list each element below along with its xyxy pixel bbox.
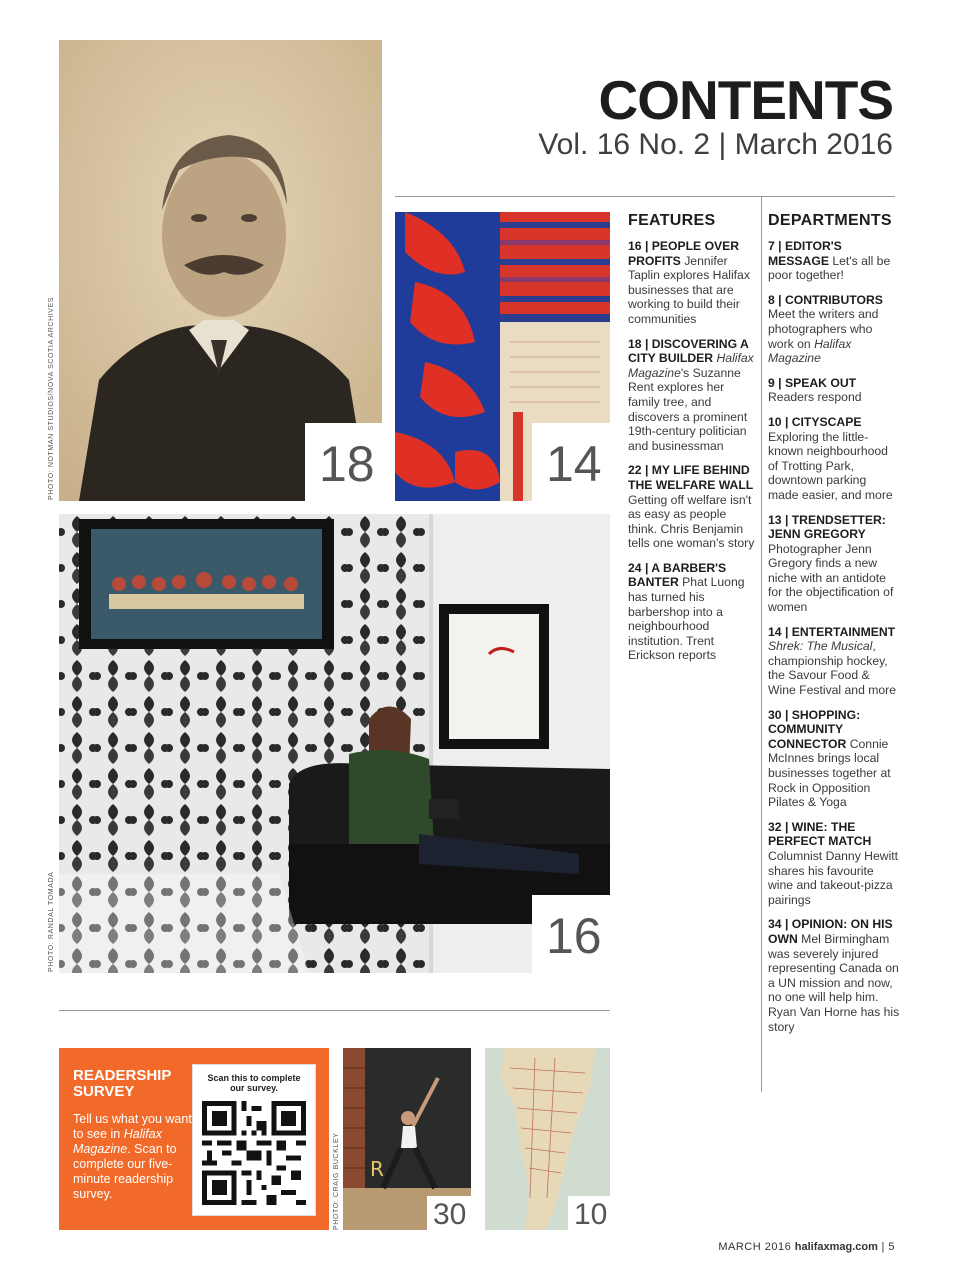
departments-entry[interactable]: 32 | WINE: THE PERFECT MATCH Columnist Danny Hewitt shares his favourite wine and takeout-pizza pairings bbox=[768, 819, 899, 907]
departments-entry-title: 30 | SHOPPING: COMMUNITY CONNECTOR bbox=[768, 707, 861, 751]
survey-title-line1: READERSHIP bbox=[73, 1067, 172, 1084]
features-entry[interactable]: 18 | DISCOVERING A CITY BUILDER Halifax Magazine's Suzanne Rent explores her family tree, and discovers a prominent 19th-century politician and businessman bbox=[628, 336, 754, 453]
survey-body: Tell us what you want to see in Halifax Magazine. Scan to complete our five-minute readership survey. bbox=[73, 1112, 192, 1201]
footer-separator: | bbox=[881, 1241, 885, 1253]
readership-survey-box[interactable] bbox=[59, 1048, 329, 1230]
qr-card[interactable] bbox=[192, 1064, 316, 1216]
departments-entry-title: 10 | CITYSCAPE bbox=[768, 414, 862, 429]
departments-entry[interactable]: 13 | TRENDSETTER: JENN GREGORY Photographer Jenn Gregory finds a new niche with an antidote for the objectification of women bbox=[768, 512, 894, 615]
page-number-10: 10 bbox=[568, 1196, 610, 1230]
page-number-30: 30 bbox=[427, 1196, 471, 1230]
departments-heading: DEPARTMENTS bbox=[768, 212, 892, 229]
photo-credit-yoga: PHOTO: CRAIG BUCKLEY bbox=[333, 1132, 340, 1230]
footer-site[interactable]: halifaxmag.com bbox=[794, 1241, 878, 1253]
departments-entry-title: 9 | SPEAK OUT bbox=[768, 375, 857, 390]
footer-page-number: 5 bbox=[888, 1241, 895, 1253]
features-entry-title: 16 | PEOPLE OVER PROFITS bbox=[628, 239, 740, 268]
departments-entry[interactable]: 34 | OPINION: ON HIS OWN Mel Birmingham was severely injured representing Canada on a UN mission and now, no one will help him. Ryan Van Horne has his story bbox=[768, 917, 900, 1034]
departments-entry-title: 13 | TRENDSETTER: JENN GREGORY bbox=[768, 512, 886, 542]
departments-entry[interactable]: 7 | EDITOR'S MESSAGE Let's all be poor together! bbox=[768, 239, 891, 283]
photo-credit-portrait: PHOTO: NOTMAN STUDIOS/NOVA SCOTIA ARCHIVES bbox=[48, 296, 55, 500]
footer-month: MARCH 2016 bbox=[718, 1241, 792, 1253]
page-number-18: 18 bbox=[305, 423, 382, 501]
departments-entry-title: 34 | OPINION: ON HIS OWN bbox=[768, 917, 893, 946]
features-entry[interactable]: 24 | A BARBER'S BANTER Phat Luong has turned his barbershop into a neighbourhood institution. Trent Erickson reports bbox=[628, 560, 745, 663]
features-column bbox=[628, 212, 758, 673]
column-divider bbox=[761, 196, 762, 1092]
features-entry[interactable]: 22 | MY LIFE BEHIND THE WELFARE WALL Getting off welfare isn't as easy as people think. Chris Benjamin tells one woman's story bbox=[628, 463, 755, 551]
qr-caption: Scan this to complete our survey. bbox=[207, 1073, 301, 1093]
departments-entry[interactable]: 30 | SHOPPING: COMMUNITY CONNECTOR Connie McInnes brings local businesses together at Rock in Opposition Pilates & Yoga bbox=[768, 707, 891, 810]
features-entry-title: 24 | A BARBER'S BANTER bbox=[628, 560, 727, 590]
features-heading: FEATURES bbox=[628, 212, 716, 229]
interior-photo[interactable] bbox=[59, 514, 610, 973]
departments-entry[interactable]: 10 | CITYSCAPE Exploring the little-known neighbourhood of Trotting Park, downtown parking made easier, and more bbox=[768, 414, 893, 502]
features-entry-title: 22 | MY LIFE BEHIND THE WELFARE WALL bbox=[628, 463, 754, 492]
departments-entry-title: 8 | CONTRIBUTORS bbox=[768, 292, 883, 307]
departments-entry[interactable]: 8 | CONTRIBUTORS Meet the writers and photographers who work on Halifax Magazine bbox=[768, 292, 883, 366]
departments-entry-title: 14 | ENTERTAINMENT bbox=[768, 624, 896, 639]
page-title: CONTENTS bbox=[598, 69, 893, 131]
features-entry-title: 18 | DISCOVERING A CITY BUILDER bbox=[628, 336, 749, 366]
page-footer bbox=[700, 1241, 895, 1253]
departments-entry-title: 7 | EDITOR'S MESSAGE bbox=[768, 239, 842, 268]
bottom-divider bbox=[59, 1010, 610, 1011]
qr-code-icon[interactable] bbox=[202, 1101, 306, 1205]
svg-text:R: R bbox=[370, 1157, 384, 1181]
departments-entry[interactable]: 14 | ENTERTAINMENT Shrek: The Musical, championship hockey, the Savour Food & Wine Festival and more bbox=[768, 624, 897, 698]
departments-entry[interactable]: 9 | SPEAK OUT Readers respond bbox=[768, 375, 862, 405]
issue-line: Vol. 16 No. 2 | March 2016 bbox=[538, 128, 893, 161]
departments-column bbox=[768, 212, 900, 1044]
page-number-16: 16 bbox=[532, 895, 610, 973]
header-divider bbox=[395, 196, 895, 197]
page-number-14: 14 bbox=[532, 423, 610, 501]
photo-credit-interior: PHOTO: RANDAL TOMADA bbox=[48, 871, 55, 972]
departments-entry-title: 32 | WINE: THE PERFECT MATCH bbox=[768, 819, 872, 849]
features-entry[interactable]: 16 | PEOPLE OVER PROFITS Jennifer Taplin explores Halifax businesses that are working to build their communities bbox=[628, 239, 750, 326]
survey-title-line2: SURVEY bbox=[73, 1083, 135, 1100]
